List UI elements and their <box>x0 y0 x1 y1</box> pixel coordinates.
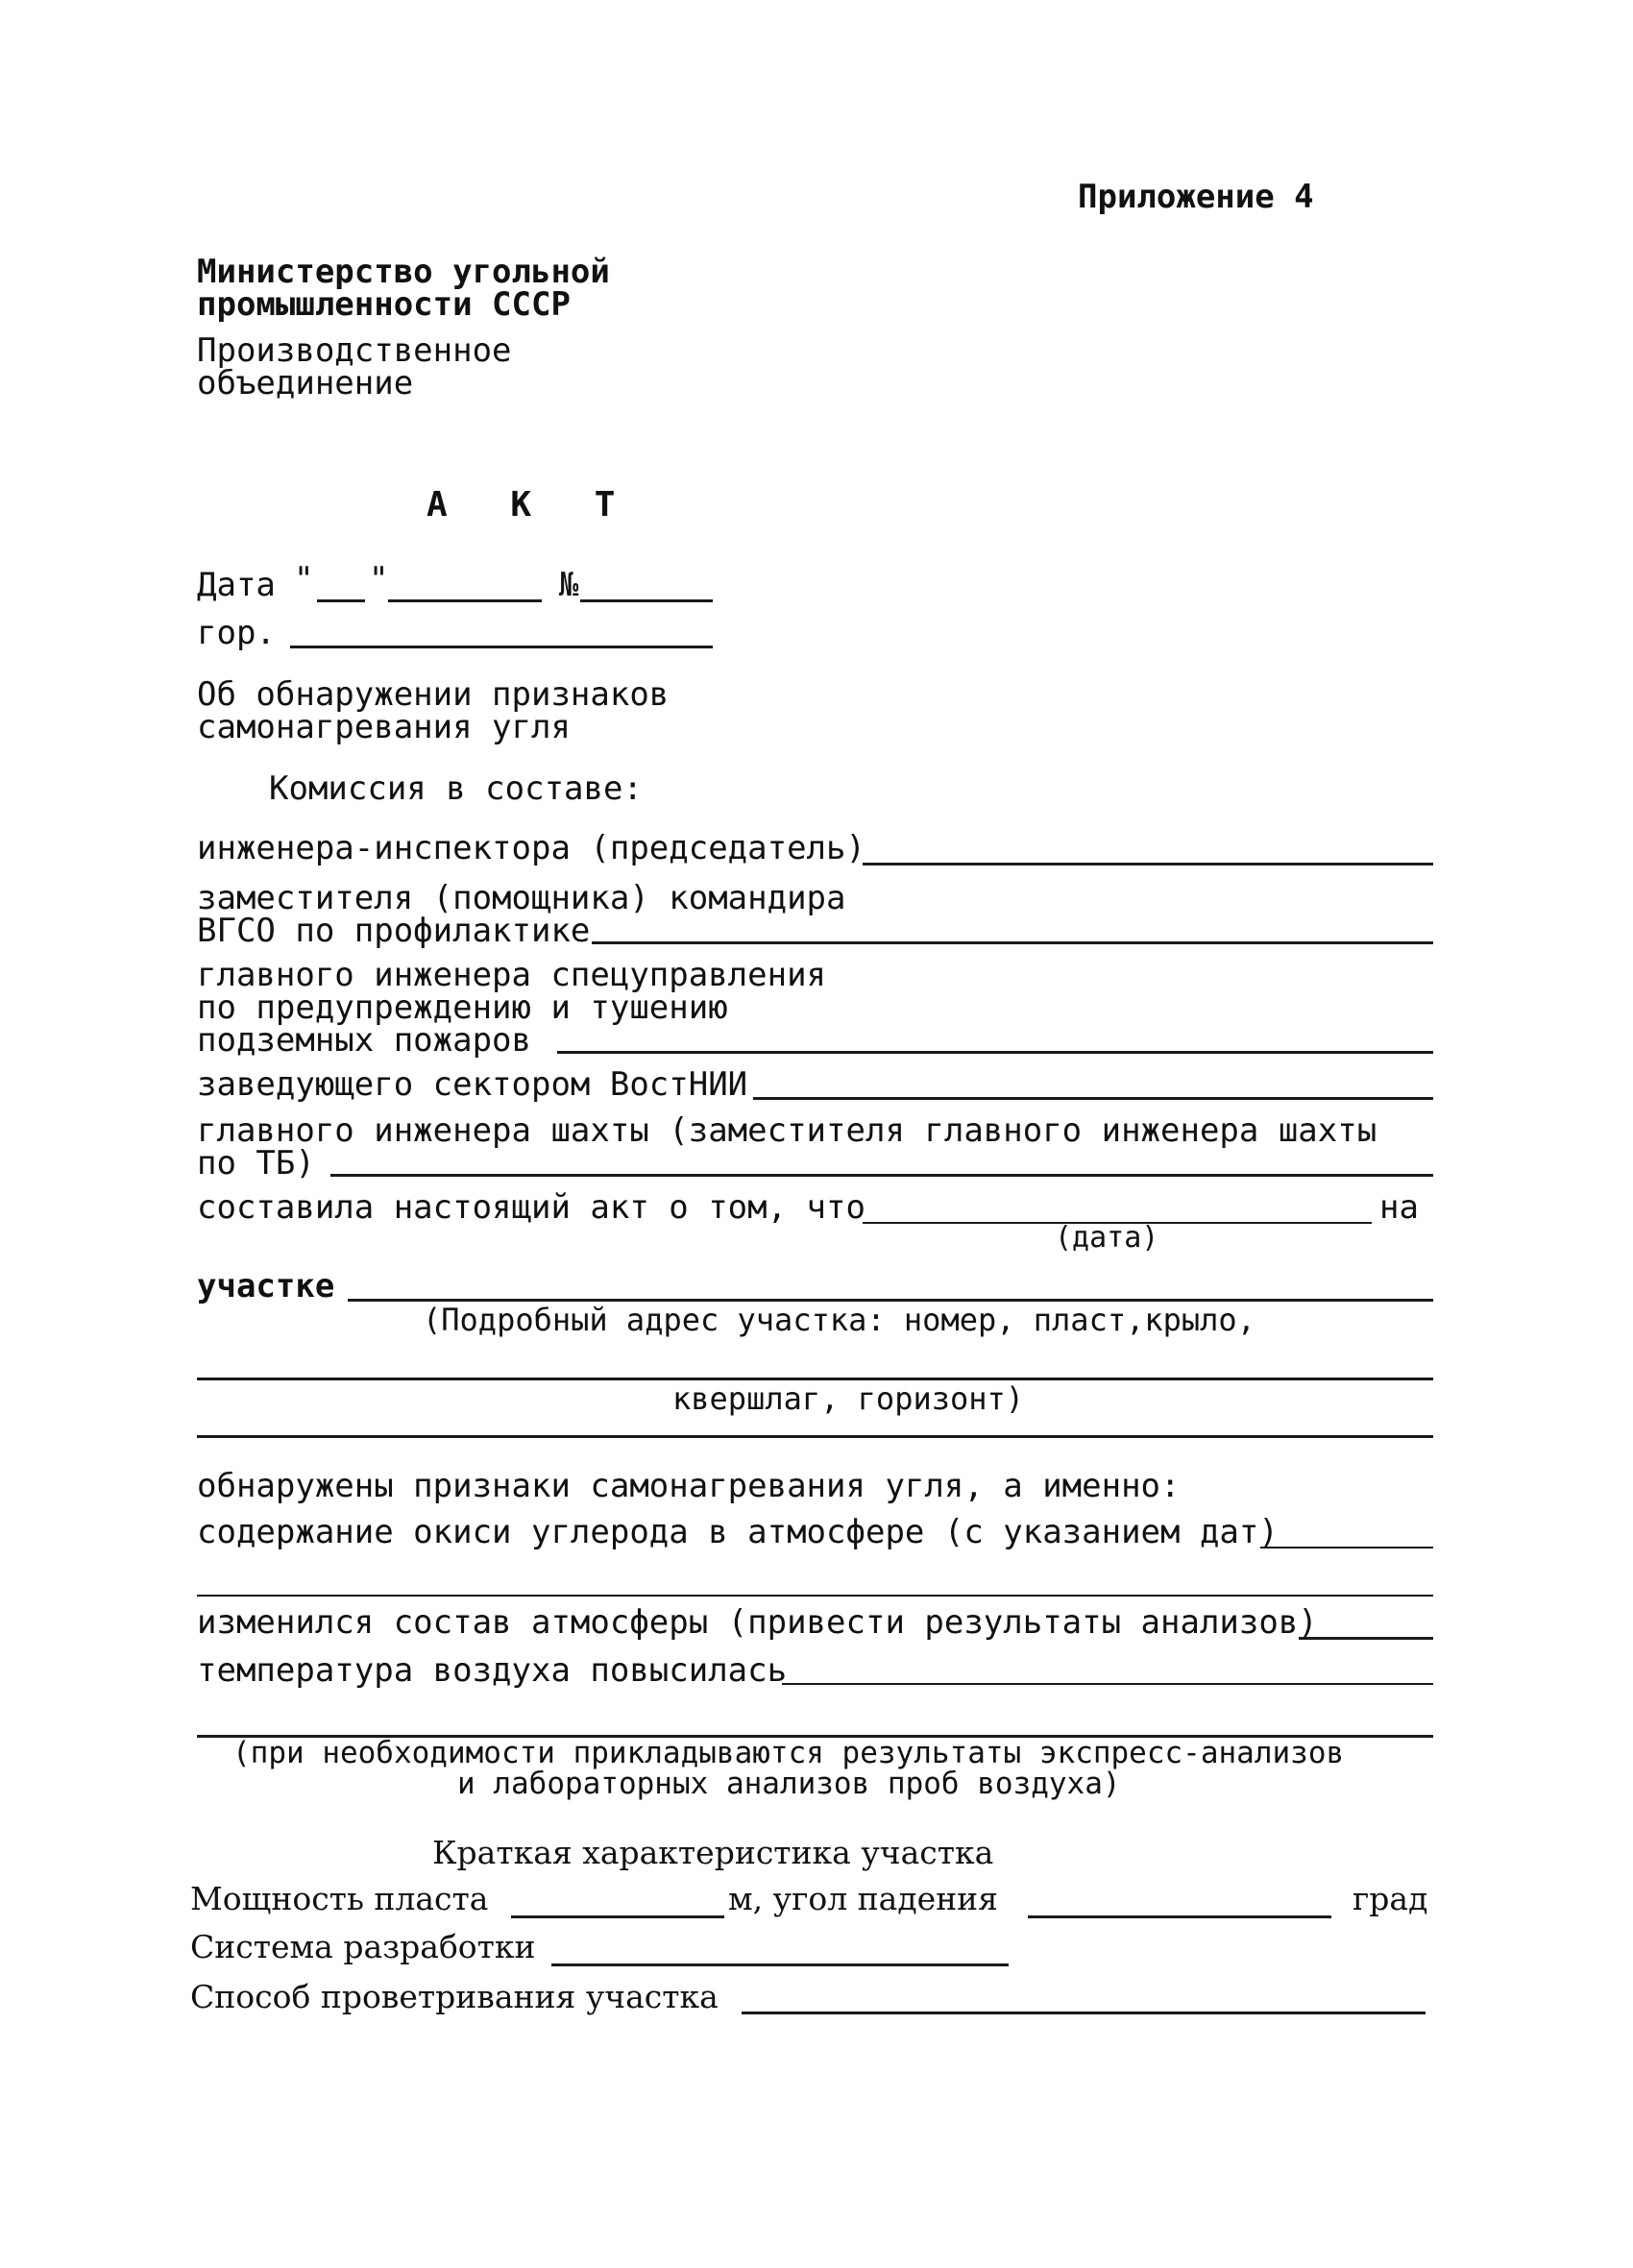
section-label: участке <box>197 1267 335 1305</box>
atmosphere-field[interactable] <box>1299 1637 1433 1640</box>
address-hint-2: квершлаг, горизонт) <box>672 1380 1025 1417</box>
ventilation-label: Способ проветривания участка <box>190 1978 719 2015</box>
ventilation-field[interactable] <box>742 2012 1426 2014</box>
deputy-field[interactable] <box>592 941 1433 944</box>
seam-thickness-label: Мощность пласта <box>190 1880 489 1917</box>
subject-line-1: Об обнаружении признаков <box>197 675 670 714</box>
chief-spec-line-1: главного инженера спецуправления <box>197 956 827 994</box>
mining-system-label: Система разработки <box>190 1928 536 1965</box>
mining-system-field[interactable] <box>551 1963 1009 1966</box>
ministry-line-2: промышленности СССР <box>197 285 571 324</box>
atmosphere-label: изменился состав атмосферы (привести результаты анализов) <box>197 1603 1318 1642</box>
co-content-label: содержание окиси углерода в атмосфере (с указанием дат) <box>197 1513 1279 1551</box>
mine-chief-line-2: по ТБ) <box>197 1144 315 1183</box>
commission-intro: Комиссия в составе: <box>269 769 643 808</box>
date-day-field[interactable] <box>317 599 365 602</box>
chief-spec-line-3: подземных пожаров <box>197 1021 531 1060</box>
deputy-line-2: ВГСО по профилактике <box>197 912 591 950</box>
co-content-field-2[interactable] <box>197 1595 1433 1597</box>
detected-label: обнаружены признаки самонагревания угля, а именно: <box>197 1467 1181 1505</box>
deputy-line-1: заместителя (помощника) командира <box>197 879 846 917</box>
subject-line-2: самонагревания угля <box>197 708 571 746</box>
characteristics-heading: Краткая характеристика участка <box>432 1834 994 1871</box>
act-number-field[interactable] <box>580 599 713 602</box>
dip-angle-field[interactable] <box>1028 1915 1331 1918</box>
ministry-line-1: Министерство угольной <box>197 253 610 291</box>
date-month-field[interactable] <box>388 599 542 602</box>
address-field-3[interactable] <box>197 1435 1433 1438</box>
inspector-label: инженера-инспектора (председатель) <box>197 829 865 867</box>
date-hint: (дата) <box>1055 1221 1159 1255</box>
composed-label: составила настоящий акт о том, что <box>197 1188 865 1227</box>
association-line-1: Производственное <box>197 331 512 370</box>
city-field[interactable] <box>290 646 713 648</box>
temperature-label: температура воздуха повысилась <box>197 1651 788 1690</box>
note-line-2: и лабораторных анализов проб воздуха) <box>457 1767 1121 1801</box>
mine-chief-field[interactable] <box>330 1174 1433 1177</box>
appendix-label: Приложение 4 <box>1078 178 1314 216</box>
association-line-2: объединение <box>197 364 414 402</box>
degrees-label: град <box>1353 1880 1428 1917</box>
number-sign: № <box>559 566 579 604</box>
on-label: на <box>1379 1188 1419 1227</box>
mine-chief-line-1: главного инженера шахты (заместителя главного инженера шахты <box>197 1111 1377 1150</box>
chief-spec-field[interactable] <box>557 1051 1433 1054</box>
quote-close: " <box>369 560 389 598</box>
sector-head-field[interactable] <box>753 1097 1433 1100</box>
sector-head-label: заведующего сектором ВостНИИ <box>197 1065 748 1104</box>
chief-spec-line-2: по предупреждению и тушению <box>197 988 728 1027</box>
seam-thickness-field[interactable] <box>511 1915 724 1918</box>
address-hint-1: (Подробный адрес участка: номер, пласт,крыло, <box>423 1302 1255 1338</box>
date-label: Дата <box>197 566 276 604</box>
co-content-field[interactable] <box>1260 1547 1433 1549</box>
meters-angle-label: м, угол падения <box>728 1880 998 1917</box>
document-title: А К Т <box>427 485 637 524</box>
temperature-field[interactable] <box>782 1683 1433 1685</box>
inspector-field[interactable] <box>863 863 1433 866</box>
quote-open: " <box>294 560 314 598</box>
note-line-1: (при необходимости прикладываются результаты экспресс-анализов <box>232 1736 1345 1770</box>
city-label: гор. <box>197 614 276 652</box>
